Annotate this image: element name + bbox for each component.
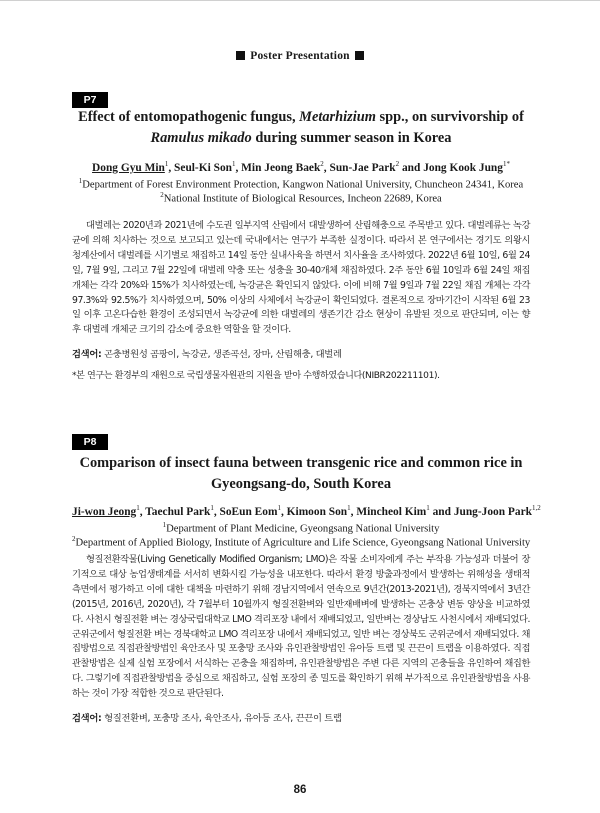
author-sup: 1 [347, 504, 351, 512]
author-sup: 1 [277, 504, 281, 512]
p7-title-part2: spp., on survivorship of [379, 109, 524, 125]
affiliation-sup: 1 [162, 521, 167, 529]
p7-affiliation-2 [72, 188, 530, 207]
keywords-text: 곤충병원성 곰팡이, 녹강균, 생존곡선, 장마, 산림해충, 대벌레 [104, 349, 342, 360]
p7-title-species2: mikado [207, 130, 252, 146]
author-sup: 1,2 [531, 504, 541, 512]
author-sup: 1 [136, 504, 140, 512]
affiliation-sup: 1 [78, 177, 83, 185]
page-top-rule [0, 0, 600, 1]
keywords-label: 검색어: [72, 713, 102, 724]
square-bullet-icon [355, 51, 364, 60]
p7-abstract: 대벌레는 2020년과 2021년에 수도권 일부지역 산림에서 대발생하여 산림해충으로 주목받고 있다. 대벌레류는 녹강균에 의해 치사하는 것으로 보고되고 있는데 국내에서는 연구가 부족한 실정이다. 따라서 본 연구에서는 경기도 의왕시 청계산에서 대벌레를 시기별로 채집하고 14일 동안 실내사육을 하면서 치사율을 조사하였다. 2022년 6월 10일, 6월 24일, 7월 9일, 그리고 7월 22일에 대벌레 약충 또는 성충을 30-40개체 채집하였다. 2주 동안 6월 10일과 6월 24일 채집 개체는 각각 20%와 15%가 치사하였는데, 녹강균은 확인되지 않았다. 이에 비해 7월 9일과 7월 22일 채집 개체는 각각 97.3%와 92.5%가 치사하였으며, 50% 이상의 사체에서 녹강균이 확인되었다. 결론적으로 장마기간이 시작된 6월 23일 이후 고온다습한 환경이 조성되면서 녹강균에 의한 대벌레의 생존기간 감소 현상이 유발된 것으로 판단되며, 이는 향후 대벌레 개체군 크기의 감소에 중요한 역할을 할 것이다. [72, 220, 530, 336]
affiliation-sup: 2 [72, 535, 76, 543]
author-sup: 1 [426, 504, 430, 512]
author-sup: 1 [164, 160, 169, 168]
author-name: Sun-Jae Park [329, 161, 396, 174]
author-sup: 2 [395, 160, 400, 168]
affiliation-sup: 2 [160, 191, 164, 199]
author-sep: , [139, 505, 146, 518]
p7-title-part1: Effect of entomopathogenic fungus, [78, 109, 296, 125]
author-name: Ji-won Jeong [72, 505, 137, 518]
p8-title-line-1: Comparison of insect fauna between transgenic rice and common rice in [79, 455, 523, 471]
author-sep: , [350, 505, 357, 518]
p8-title-line-2: Gyeongsang-do, South Korea [210, 476, 392, 492]
author-sep: , [235, 161, 242, 174]
p8-affiliation-2 [72, 532, 530, 551]
author-sup: 1 [210, 504, 214, 512]
affiliation-text: Department of Applied Biology, Institute of Agriculture and Life Science, Gyeongsang National University [75, 537, 531, 549]
author-sep: and [399, 161, 424, 174]
page-number: 86 [293, 784, 307, 796]
author-sep: , [323, 161, 330, 174]
author-sup: 1 [231, 160, 236, 168]
p8-authors [72, 501, 541, 520]
p7-title-genus: Metarhizium [299, 109, 376, 125]
author-sep: and [429, 505, 454, 518]
p7-title-species1: Ramulus [150, 130, 205, 146]
author-name: SoEun Eom [219, 505, 278, 518]
author-sep: , [280, 505, 287, 518]
p8-abstract: 형질전환작물(Living Genetically Modified Organism; LMO)은 작물 소비자에게 주는 부작용 가능성과 더불어 장기적으로 대상 농업생태계를 서서히 변화시킬 가능성을 내포한다. 따라서 환경 방출과정에서 발생하는 위해성을 생태적 측면에서 평가하고 이에 대한 대책을 마련하기 위해 경남지역에서 연속으로 9년간(2013-2021년), 경북지역에서 3년간(2015년, 2016년, 2020년), 각 7월부터 10월까지 형질전환벼와 일반재배벼에 발생하는 곤충상 변동 양상을 비교하였다. 사천시 형질전환 벼는 경상국립대학교 LMO 격리포장 내에서 재배되었고, 일반벼는 경상남도 사천시에서 재배되었다. 군위군에서 형질전환 벼는 경북대학교 LMO 격리포장 내에서 재배되었고, 일반 벼는 경상북도 군위군에서 재배되었다. 채집방법으로 직접관찰방법인 육안조사 및 포충망 조사와 유인관찰방법인 유아등 트랩 및 끈끈이 트랩을 이용하였다. 직접관찰방법은 실제 실험 포장에서 서식하는 곤충을 채집하며, 유인관찰방법은 주변 다른 지역의 곤충들을 유인하여 채집한다. 그렇기에 직접관찰방법을 중심으로 채집하고, 실험 포장의 종 밀도를 확인하기 위해 부가적으로 유인관찰방법을 사용하는 것이 가장 적합한 것으로 판단된다. [72, 554, 530, 700]
author-sep: , [213, 505, 220, 518]
author-name: Dong Gyu Min [92, 161, 165, 174]
p7-title-part3: during summer season in Korea [255, 130, 452, 146]
author-name: Jung-Joon Park [453, 505, 532, 518]
running-header-label: Poster Presentation [250, 50, 350, 62]
affiliation-text: Department of Forest Environment Protection, Kangwon National University, Chuncheon 24341, Korea [82, 179, 524, 191]
poster-badge-p8: P8 [72, 434, 108, 450]
author-name: Kimoon Son [286, 505, 348, 518]
running-header [0, 50, 600, 62]
author-name: Min Jeong Baek [241, 161, 321, 174]
affiliation-text: Department of Plant Medicine, Gyeongsang National University [166, 523, 440, 535]
keywords-label: 검색어: [72, 349, 102, 360]
affiliation-text: National Institute of Biological Resources, Incheon 22689, Korea [163, 193, 442, 205]
p7-keywords [72, 348, 530, 362]
author-sup: 1* [502, 160, 510, 168]
keywords-text: 형질전환벼, 포충망 조사, 육안조사, 유아등 조사, 끈끈이 트랩 [104, 713, 342, 724]
author-name: Jong Kook Jung [423, 161, 503, 174]
poster-badge-p7: P7 [72, 92, 108, 108]
p7-authors [72, 157, 530, 176]
author-name: Mincheol Kim [356, 505, 427, 518]
author-sep: , [168, 161, 175, 174]
author-name: Taechul Park [145, 505, 211, 518]
author-sup: 2 [320, 160, 324, 168]
square-bullet-icon [236, 51, 245, 60]
p7-funding-note: *본 연구는 환경부의 재원으로 국립생물자원관의 지원을 받아 수행하였습니다(NIBR202211101). [72, 371, 440, 381]
author-name: Seul-Ki Son [174, 161, 232, 174]
p8-keywords [72, 712, 530, 726]
p7-title [72, 107, 530, 149]
